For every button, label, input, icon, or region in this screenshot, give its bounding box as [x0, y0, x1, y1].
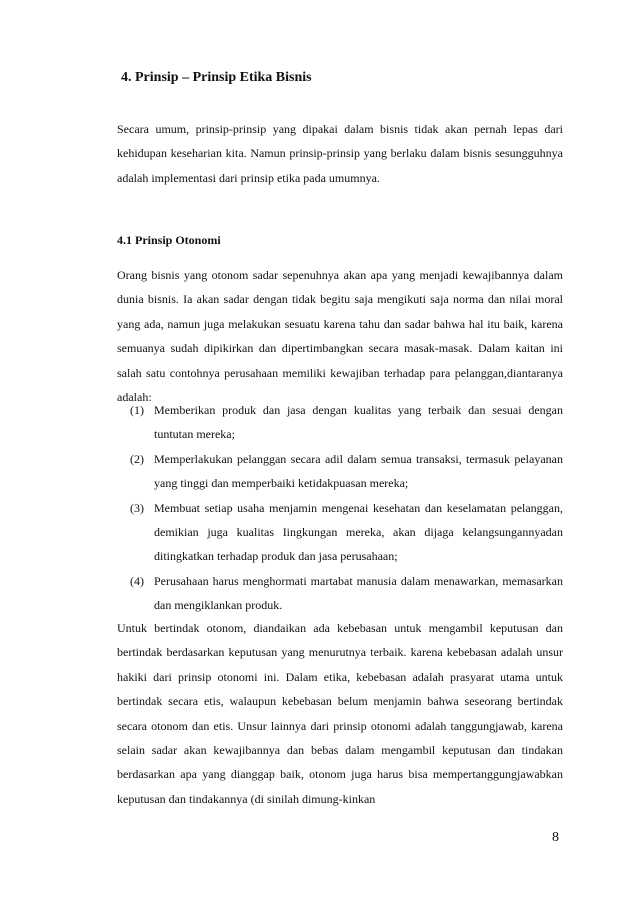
list-item [130, 447, 563, 496]
list-item-text: Membuat setiap usaha menjamin mengenai kesehatan dan keselamatan pelanggan, demikian juga kualitas Iingkungan mereka, akan dijaga kelangsungannyadan ditingkatkan terhadap produk dan jasa perusahaan; [154, 500, 563, 564]
freedom-paragraph: Untuk bertindak otonom, diandaikan ada kebebasan untuk mengambil keputusan dan bertindak berdasarkan keputusan yang menurutnya terbaik. karena kebebasan adalah unsur hakiki dari prinsip otonomi ini. Dalam etika, kebebasan adalah prasyarat utama untuk bertindak secara etis, walaupun kebebasan belum menjamin bahwa seseorang bertindak secara otonom dan etis. Unsur lainnya dari prinsip otonomi adalah tanggungjawab, karena selain sadar akan kewajibannya dan bebas dalam mengambil keputusan dan tindakan berdasarkan apa yang dianggap baik, otonom juga harus bisa mempertanggungjawabkan keputusan dan tindakannya (di sinilah dimung-kinkan [117, 621, 563, 806]
page-number: 8 [552, 830, 559, 845]
list-item-number: (2) [130, 451, 144, 466]
subsection-title: 4.1 Prinsip Otonomi [117, 233, 221, 247]
list-item-text: Memberikan produk dan jasa dengan kualitas yang terbaik dan sesuai dengan tuntutan mereka; [154, 403, 563, 442]
list-item-number: (3) [130, 500, 144, 515]
list-item-text: Perusahaan harus menghormati martabat manusia dalam menawarkan, memasarkan dan mengiklankan produk. [154, 573, 563, 613]
list-item [130, 496, 563, 569]
list-item [130, 398, 563, 447]
list-item-text: Memperlakukan pelanggan secara adil dalam semua transaksi, termasuk pelayanan yang tinggi dan memperbaiki ketidakpuasan mereka; [154, 451, 563, 491]
list-item-number: (4) [130, 573, 144, 588]
list-item-number: (1) [130, 403, 144, 417]
section-title: 4. Prinsip – Prinsip Etika Bisnis [121, 70, 312, 85]
autonomy-paragraph: Orang bisnis yang otonom sadar sepenuhnya akan apa yang menjadi kewajibannya dalam dunia bisnis. Ia akan sadar dengan tidak begitu saja mengikuti saja norma dan nilai moral yang ada, namun juga melakukan sesuatu karena tahu dan sadar bahwa hal itu baik, karena semuanya sudah dipikirkan dan dipertimbangkan secara masak-masak. Dalam kaitan ini salah satu contohnya perusahaan memiliki kewajiban terhadap para pelanggan,diantaranya adalah: [117, 268, 563, 405]
intro-paragraph: Secara umum, prinsip-prinsip yang dipakai dalam bisnis tidak akan pernah lepas dari kehidupan keseharian kita. Namun prinsip-prinsip yang berlaku dalam bisnis sesungguhnya adalah implementasi dari prinsip etika pada umumnya. [117, 122, 563, 185]
customer-obligations-list [130, 398, 563, 618]
list-item [130, 569, 563, 618]
